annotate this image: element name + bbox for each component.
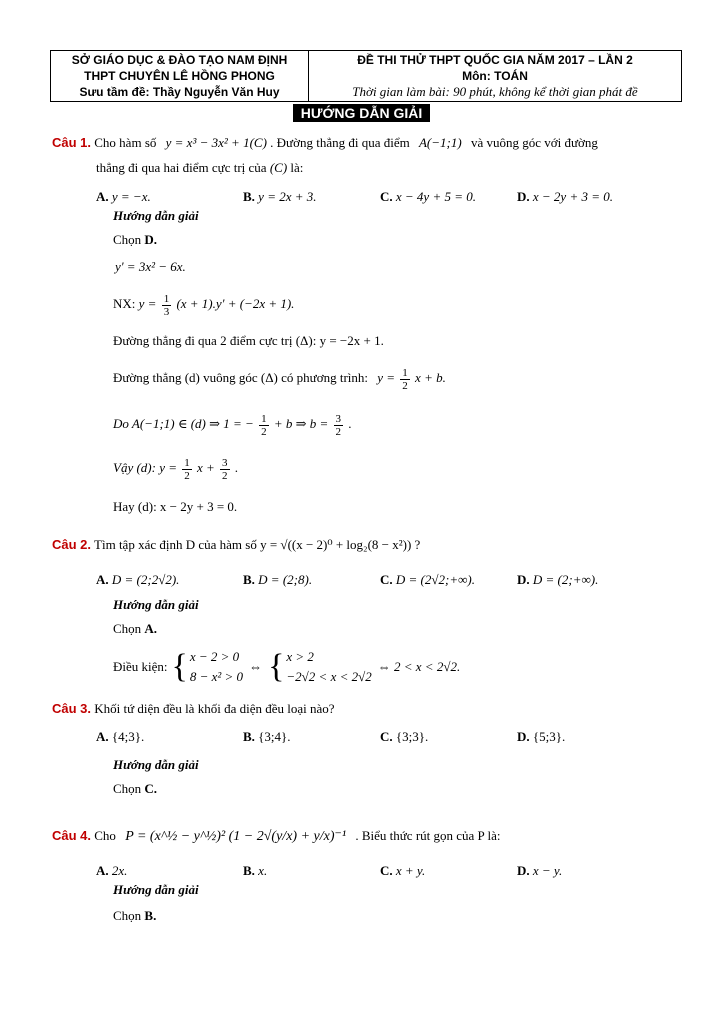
- q2-option-d: D. D = (2;+∞).: [517, 572, 599, 587]
- q1-text-a: Cho hàm số: [94, 135, 157, 150]
- q3-text: Khối tứ diện đều là khối đa diện đều loại nào?: [94, 701, 335, 716]
- q1-option-c: C. x − 4y + 5 = 0.: [380, 189, 476, 204]
- q2-choose: Chọn A.: [113, 621, 158, 636]
- q3-choose: Chọn C.: [113, 781, 158, 796]
- header-subject: Môn: TOÁN: [462, 69, 528, 83]
- header-time: Thời gian làm bài: 90 phút, không kể thời gian phát đề: [352, 84, 638, 99]
- q3-label: Câu 3.: [52, 701, 92, 716]
- q2-option-a: A. D = (2;2√2).: [96, 572, 180, 587]
- q4-choose: Chọn B.: [113, 908, 157, 923]
- q1-func: y = x³ − 3x² + 1(C): [165, 135, 267, 150]
- q1-frac-1-2a: $\frac{1}{2}$: [402, 366, 408, 392]
- q1-line2: [96, 159, 303, 177]
- q3-guide: Hướng dẫn giải: [113, 757, 199, 772]
- q4-option-a: A. 2x.: [96, 863, 128, 878]
- q1-delta-line: Đường thẳng đi qua 2 điểm cực trị (Δ): y = −2x + 1.: [113, 333, 384, 348]
- header-right: [309, 51, 681, 101]
- q4-line: [52, 820, 501, 853]
- q4-label: Câu 4.: [52, 828, 92, 843]
- q1-frac-1-2b: $\frac{1}{2}$: [261, 412, 267, 438]
- q1-frac-3-2a: $\frac{3}{2}$: [335, 412, 342, 438]
- q1-option-a: A. y = −x.: [96, 189, 151, 204]
- q1-text-d: thẳng đi qua hai điểm cực trị của: [96, 160, 267, 175]
- q1-curve: (C): [269, 160, 288, 175]
- q1-frac-1-2c: $\frac{1}{2}$: [184, 456, 190, 482]
- q1-text-e: là:: [290, 160, 304, 175]
- q2-condition: Điều kiện: { x − 2 > 0 8 − x² > 0 ⇔ { x > 2 −2√2 < x < 2√2 ⇔ 2 < x < 2√2.: [113, 648, 461, 685]
- q1-final-line: Hay (d): x − 2y + 3 = 0.: [113, 499, 238, 514]
- section-title: HƯỚNG DẪN GIẢI: [293, 104, 430, 122]
- q1-perp-line: Đường thẳng (d) vuông góc (Δ) có phương trình: y = $\frac{1}{2}$ x + b.: [113, 366, 446, 392]
- q3-option-d: D. {5;3}.: [517, 729, 566, 744]
- header-school: THPT CHUYÊN LÊ HỒNG PHONG: [84, 69, 275, 83]
- q1-text-c: và vuông góc với đường: [470, 135, 598, 150]
- header-school-dept: SỞ GIÁO DỤC & ĐÀO TẠO NAM ĐỊNH: [71, 53, 288, 67]
- q4-text-b: . Biểu thức rút gọn của P là:: [355, 828, 501, 843]
- q2-guide: Hướng dẫn giải: [113, 597, 199, 612]
- q3-option-b: B. {3;4}.: [243, 729, 291, 744]
- q1-frac-3-2b: $\frac{3}{2}$: [222, 456, 228, 482]
- q4-text-a: Cho: [94, 828, 116, 843]
- q4-guide: Hướng dẫn giải: [113, 882, 199, 897]
- q1-option-d: D. x − 2y + 3 = 0.: [517, 189, 613, 204]
- q2-text: Tìm tập xác định D của hàm số y = √((x − 2)⁰ + log₂(8 − x²)) ?: [94, 537, 421, 552]
- q1-derivative: y' = 3x² − 6x.: [115, 259, 186, 274]
- header-left: [51, 51, 309, 101]
- q2-option-b: B. D = (2;8).: [243, 572, 313, 587]
- q1-text-b: . Đường thẳng đi qua điểm: [270, 135, 410, 150]
- header-exam-title: ĐỀ THI THỬ THPT QUỐC GIA NĂM 2017 – LẦN 2: [357, 53, 633, 67]
- q4-expression: P = (x^½ − y^½)² (1 − 2√(y/x) + y/x)⁻¹: [125, 829, 347, 844]
- q1-vay-line: Vậy (d): y = $\frac{1}{2}$ x + $\frac{3}{2}$ .: [113, 456, 239, 482]
- exam-header: [50, 50, 682, 102]
- q1-nx: NX: y = $\frac{1}{3}$ (x + 1).y' + (−2x + 1).: [113, 292, 295, 318]
- q1-line1: [52, 134, 598, 152]
- q4-option-c: C. x + y.: [380, 863, 426, 878]
- q1-do-line: Do A(−1;1) ∈ (d) ⇒ 1 = − $\frac{1}{2}$ + b ⇒ b = $\frac{3}{2}$ .: [113, 412, 352, 438]
- header-author: Sưu tầm đề: Thầy Nguyễn Văn Huy: [79, 85, 280, 99]
- q1-option-b: B. y = 2x + 3.: [243, 189, 317, 204]
- q3-option-c: C. {3;3}.: [380, 729, 429, 744]
- q2-system-1: { x − 2 > 0 8 − x² > 0: [171, 648, 244, 685]
- q3-line: [52, 700, 335, 718]
- q3-option-a: A. {4;3}.: [96, 729, 145, 744]
- q1-label: Câu 1.: [52, 135, 92, 150]
- q4-option-b: B. x.: [243, 863, 268, 878]
- q1-guide: Hướng dẫn giải: [113, 208, 199, 223]
- q1-frac-1-3: $\frac{1}{3}$: [163, 292, 170, 318]
- q1-choose: Chọn D.: [113, 232, 158, 247]
- q2-option-c: C. D = (2√2;+∞).: [380, 572, 475, 587]
- q1-point: A(−1;1): [418, 135, 462, 150]
- q2-system-2: { x > 2 −2√2 < x < 2√2: [268, 648, 372, 685]
- q2-line: [52, 536, 420, 554]
- q2-label: Câu 2.: [52, 537, 92, 552]
- q4-option-d: D. x − y.: [517, 863, 563, 878]
